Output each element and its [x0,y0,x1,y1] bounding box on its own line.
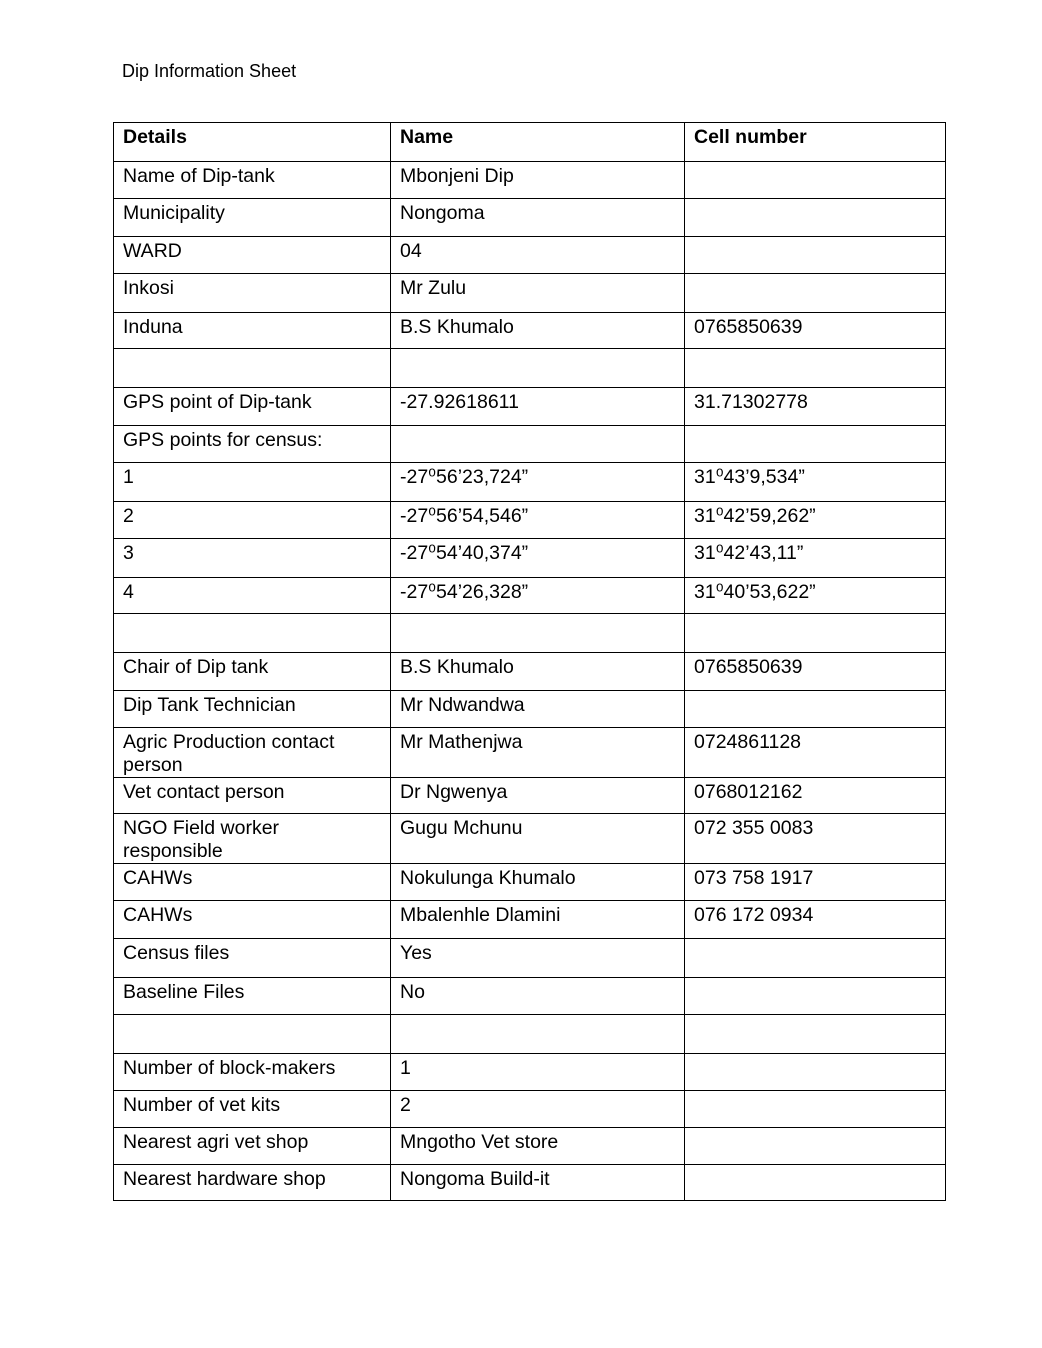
cell-number-cell [685,691,946,728]
table-body [114,162,946,1201]
cell-number-cell [685,426,946,463]
details-cell: Number of vet kits [114,1091,391,1128]
cell-number-cell: 31.71302778 [685,388,946,426]
name-cell: Mr Mathenjwa [391,728,685,778]
table-row [114,901,946,939]
table-row [114,614,946,653]
table-row [114,388,946,426]
table-row [114,237,946,274]
cell-number-cell [685,349,946,388]
table-row [114,162,946,199]
dip-info-table [113,122,946,1201]
cell-number-cell: 073 758 1917 [685,864,946,901]
details-cell: Dip Tank Technician [114,691,391,728]
table-row [114,814,946,864]
table-row [114,1091,946,1128]
table-row [114,426,946,463]
details-cell: GPS points for census: [114,426,391,463]
name-cell: -27⁰54’40,374” [391,539,685,578]
name-cell [391,1015,685,1054]
details-cell: 1 [114,463,391,502]
name-cell: Nongoma Build-it [391,1165,685,1201]
cell-number-cell: 0765850639 [685,653,946,691]
table-row [114,864,946,901]
table-row [114,1015,946,1054]
cell-number-cell [685,237,946,274]
cell-number-cell: 31⁰40’53,622” [685,578,946,614]
cell-number-cell [685,1128,946,1165]
table-row [114,1128,946,1165]
name-cell: B.S Khumalo [391,313,685,349]
table-row [114,578,946,614]
details-cell: Municipality [114,199,391,237]
table-row [114,502,946,539]
name-cell: Dr Ngwenya [391,778,685,814]
name-cell: -27⁰56’23,724” [391,463,685,502]
page-title: Dip Information Sheet [122,61,297,81]
table-row [114,1054,946,1091]
details-cell [114,614,391,653]
name-cell: Mngotho Vet store [391,1128,685,1165]
details-cell: Name of Dip-tank [114,162,391,199]
table-row [114,349,946,388]
details-cell: GPS point of Dip-tank [114,388,391,426]
details-cell: CAHWs [114,901,391,939]
name-cell: -27.92618611 [391,388,685,426]
name-cell: B.S Khumalo [391,653,685,691]
cell-number-cell: 076 172 0934 [685,901,946,939]
header-cell-number: Cell number [685,123,946,162]
header-details: Details [114,123,391,162]
cell-number-cell: 31⁰42’43,11” [685,539,946,578]
header-name: Name [391,123,685,162]
name-cell: Mbalenhle Dlamini [391,901,685,939]
name-cell: Mr Zulu [391,274,685,313]
name-cell: 04 [391,237,685,274]
details-cell: CAHWs [114,864,391,901]
name-cell: 1 [391,1054,685,1091]
cell-number-cell: 31⁰43’9,534” [685,463,946,502]
table-row [114,313,946,349]
cell-number-cell [685,199,946,237]
details-cell: Nearest agri vet shop [114,1128,391,1165]
name-cell [391,349,685,388]
cell-number-cell [685,614,946,653]
cell-number-cell [685,162,946,199]
cell-number-cell [685,1091,946,1128]
name-cell: Mr Ndwandwa [391,691,685,728]
details-cell: Census files [114,939,391,978]
details-cell [114,349,391,388]
name-cell: No [391,978,685,1015]
name-cell: 2 [391,1091,685,1128]
table-row [114,1165,946,1201]
name-cell: -27⁰54’26,328” [391,578,685,614]
cell-number-cell: 0768012162 [685,778,946,814]
details-cell: 3 [114,539,391,578]
cell-number-cell: 31⁰42’59,262” [685,502,946,539]
cell-number-cell: 072 355 0083 [685,814,946,864]
table-row [114,778,946,814]
cell-number-cell [685,274,946,313]
details-cell: Nearest hardware shop [114,1165,391,1201]
details-cell: Induna [114,313,391,349]
table-row [114,653,946,691]
cell-number-cell [685,1054,946,1091]
details-cell: Agric Production contact person [114,728,391,778]
table-row [114,728,946,778]
details-cell: Inkosi [114,274,391,313]
name-cell [391,614,685,653]
table-row [114,539,946,578]
cell-number-cell [685,978,946,1015]
name-cell: Nokulunga Khumalo [391,864,685,901]
details-cell: 2 [114,502,391,539]
name-cell [391,426,685,463]
name-cell: Nongoma [391,199,685,237]
header-row [114,123,946,162]
cell-number-cell [685,939,946,978]
cell-number-cell [685,1015,946,1054]
details-cell: Number of block-makers [114,1054,391,1091]
name-cell: Yes [391,939,685,978]
details-cell: Baseline Files [114,978,391,1015]
table-row [114,978,946,1015]
details-cell: Chair of Dip tank [114,653,391,691]
details-cell: Vet contact person [114,778,391,814]
details-cell: 4 [114,578,391,614]
cell-number-cell [685,1165,946,1201]
details-cell [114,1015,391,1054]
table-row [114,274,946,313]
table-row [114,691,946,728]
table-row [114,939,946,978]
name-cell: -27⁰56’54,546” [391,502,685,539]
name-cell: Gugu Mchunu [391,814,685,864]
cell-number-cell: 0765850639 [685,313,946,349]
name-cell: Mbonjeni Dip [391,162,685,199]
details-cell: WARD [114,237,391,274]
details-cell: NGO Field worker responsible [114,814,391,864]
cell-number-cell: 0724861128 [685,728,946,778]
table-row [114,199,946,237]
table-row [114,463,946,502]
